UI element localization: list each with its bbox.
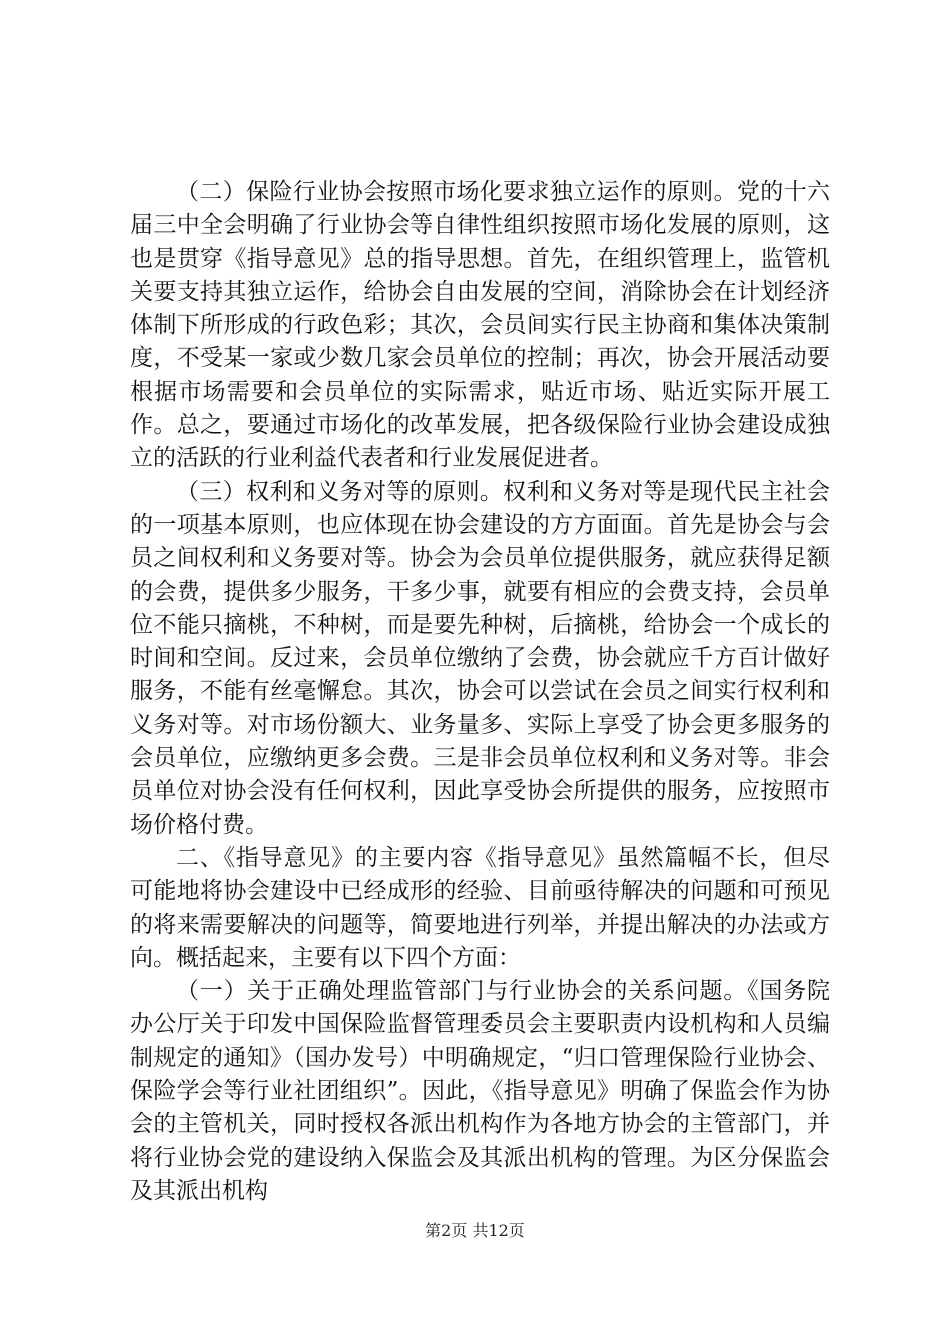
- paragraph-principle-market-independence: （二）保险行业协会按照市场化要求独立运作的原则。党的十六届三中全会明确了行业协会等自律性组织按照市场化发展的原则，这也是贯穿《指导意见》总的指导思想。首先，在组织管理上，监管机关要支持其独立运作，给协会自由发展的空间，消除协会在计划经济体制下所形成的行政色彩；其次，会员间实行民主协商和集体决策制度，不受某一家或少数几家会员单位的控制；再次，协会开展活动要根据市场需要和会员单位的实际需求，贴近市场、贴近实际开展工作。总之，要通过市场化的改革发展，把各级保险行业协会建设成独立的活跃的行业利益代表者和行业发展促进者。: [130, 179, 830, 472]
- paragraph-main-content-overview: 二、《指导意见》的主要内容《指导意见》虽然篇幅不长，但尽可能地将协会建设中已经成形的经验、目前亟待解决的问题和可预见的将来需要解决的问题等，简要地进行列举，并提出解决的办法或方向。概括起来，主要有以下四个方面：: [130, 844, 830, 971]
- paragraph-regulator-association-relationship: （一）关于正确处理监管部门与行业协会的关系问题。《国务院办公厅关于印发中国保险监督管理委员会主要职责内设机构和人员编制规定的通知》（国办发号）中明确规定，“归口管理保险行业协会、保险学会等行业社团组织”。因此，《指导意见》明确了保监会作为协会的主管机关，同时授权各派出机构作为各地方协会的主管部门，并将行业协会党的建设纳入保监会及其派出机构的管理。为区分保监会及其派出机构: [130, 978, 830, 1204]
- document-body: [130, 176, 830, 1208]
- page-number-footer: 第2页 共12页: [425, 1221, 525, 1240]
- paragraph-principle-rights-obligations: （三）权利和义务对等的原则。权利和义务对等是现代民主社会的一项基本原则，也应体现在协会建设的方方面面。首先是协会与会员之间权利和义务要对等。协会为会员单位提供服务，就应获得足额的会费，提供多少服务，干多少事，就要有相应的会费支持，会员单位不能只摘桃，不种树，而是要先种树，后摘桃，给协会一个成长的时间和空间。反过来，会员单位缴纳了会费，协会就应千方百计做好服务，不能有丝毫懈怠。其次，协会可以尝试在会员之间实行权利和义务对等。对市场份额大、业务量多、实际上享受了协会更多服务的会员单位，应缴纳更多会费。三是非会员单位权利和义务对等。非会员单位对协会没有任何权利，因此享受协会所提供的服务，应按照市场价格付费。: [130, 478, 830, 838]
